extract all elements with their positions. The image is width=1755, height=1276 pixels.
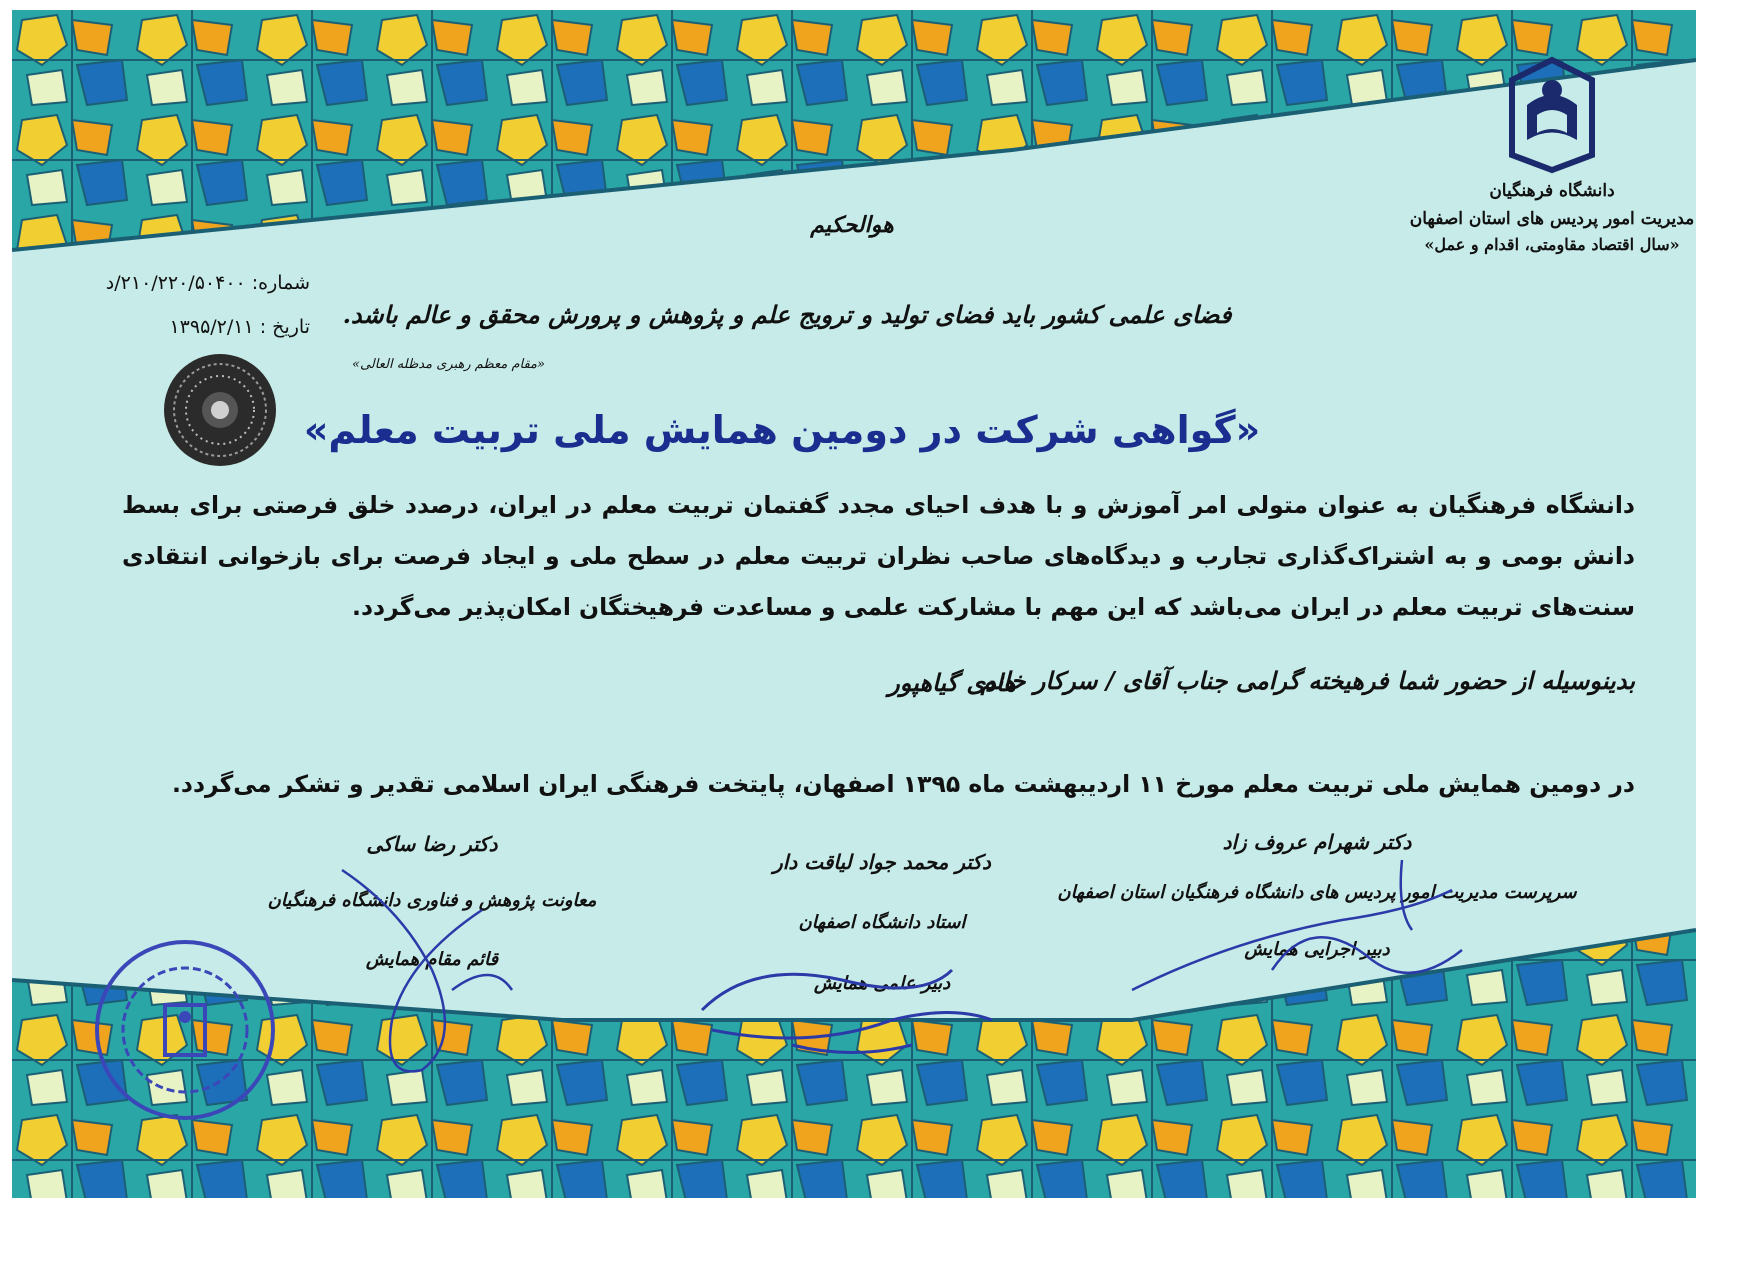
signer-role: دبیر علمی همایش bbox=[813, 973, 951, 994]
certificate-body: دانشگاه فرهنگیان به عنوان متولی امر آموزش و با هدف احیای مجدد گفتمان تربیت معلم در ایران، درصدد خلق فرصتی برای بسط دانش بومی و به اشتراک‌گذاری تجارب و دیدگاه‌های صاحب نظران تربیت معلم در سطح ملی و ایجاد فرصت برای بازخوانی انتقادی سنت‌های تربیت معلم در ایران می‌باشد که این مهم با مشارکت علمی و مساعدت فرهیختگان امکان‌پذیر می‌گردد. bbox=[122, 491, 1635, 621]
university-logo-block bbox=[1407, 45, 1696, 254]
signer-role: دبیر اجرایی همایش bbox=[1244, 939, 1390, 960]
conference-stamp-icon bbox=[90, 935, 280, 1125]
year-motto: «سال اقتصاد مقاومتی، اقدام و عمل» bbox=[1424, 235, 1680, 254]
signer-role: قائم مقام همایش bbox=[365, 949, 499, 970]
signer-name: دکتر شهرام عروف زاد bbox=[1222, 830, 1412, 854]
signer-title: سرپرست مدیریت امور پردیس های دانشگاه فرهنگیان استان اصفهان bbox=[1057, 882, 1577, 903]
honoree-name: هادی گیاهپور bbox=[888, 668, 1016, 697]
signer-title: معاونت پژوهش و فناوری دانشگاه فرهنگیان bbox=[267, 890, 597, 911]
university-emblem-icon bbox=[1497, 45, 1607, 175]
university-name: دانشگاه فرهنگیان bbox=[1489, 181, 1615, 201]
signer-name: دکتر محمد جواد لیاقت دار bbox=[773, 850, 991, 874]
signature-executive-secretary-icon bbox=[1112, 850, 1492, 1010]
header-quote: فضای علمی کشور باید فضای تولید و ترویج علم و پژوهش و پرورش محقق و عالم باشد. bbox=[342, 300, 1232, 329]
closing-line: در دومین همایش ملی تربیت معلم مورخ ۱۱ اردیبهشت ماه ۱۳۹۵ اصفهان، پایتخت فرهنگی ایران اسلامی تقدیر و تشکر می‌گردد. bbox=[171, 770, 1635, 798]
header-invocation: هوالحکیم bbox=[810, 212, 894, 238]
certificate-sheet bbox=[12, 10, 1696, 1198]
signature-deputy-icon bbox=[312, 850, 552, 1090]
signer-title: استاد دانشگاه اصفهان bbox=[798, 912, 966, 933]
honor-line: بدینوسیله از حضور شما فرهیخته گرامی جناب آقای / سرکار خانم bbox=[980, 666, 1635, 695]
signer-name: دکتر رضا ساکی bbox=[366, 832, 498, 856]
reference-number: شماره: ۲۱۰/۲۲۰/۵۰۴۰۰/د bbox=[105, 272, 310, 294]
reference-date: تاریخ : ۱۳۹۵/۲/۱۱ bbox=[169, 316, 310, 338]
certificate-title: «گواهی شرکت در دومین همایش ملی تربیت معلم» bbox=[303, 408, 1261, 452]
header-quote-source: «مقام معظم رهبری مدظله العالی» bbox=[352, 357, 545, 372]
signature-scientific-secretary-icon bbox=[692, 950, 1012, 1070]
directorate-name: مدیریت امور پردیس های استان اصفهان bbox=[1409, 209, 1695, 229]
